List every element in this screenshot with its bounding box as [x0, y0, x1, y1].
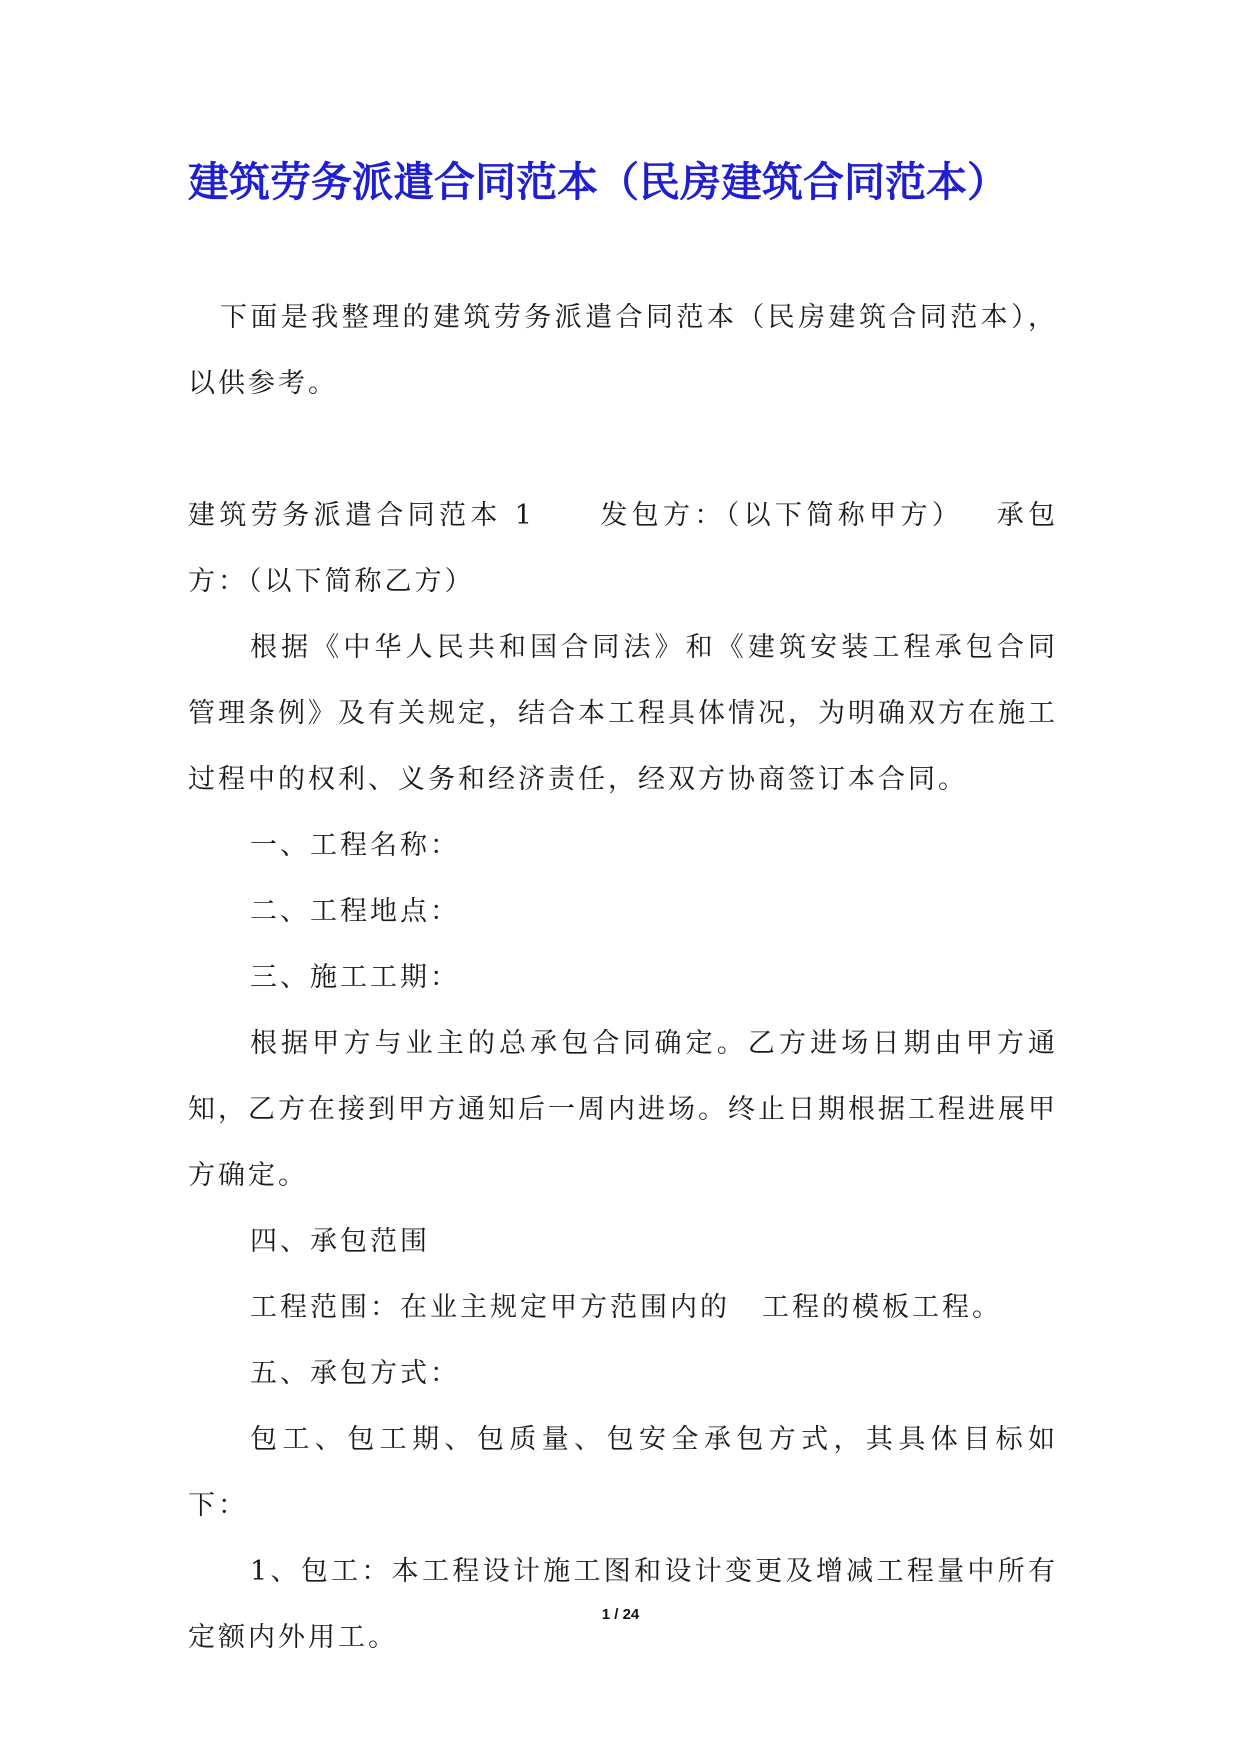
item-scope: 四、承包范围: [250, 1226, 430, 1257]
labor-paragraph: 1、包工：本工程设计施工图和设计变更及增减工程量中所有定额内外用工。: [188, 1556, 1058, 1653]
document-body: [188, 285, 1058, 1671]
item-project-location: 二、工程地点：: [250, 896, 460, 927]
section-heading: 建筑劳务派遣合同范本 1: [188, 500, 535, 531]
item-project-name: 一、工程名称：: [250, 830, 460, 861]
scope-prefix: 工程范围：在业主规定甲方范围内的: [250, 1292, 730, 1323]
page-number: 1 / 24: [601, 1606, 640, 1623]
item-construction-period: 三、施工工期：: [250, 962, 460, 993]
scope-paragraph: [188, 1275, 1058, 1341]
document-title: 建筑劳务派遣合同范本（民房建筑合同范本）: [188, 158, 1008, 206]
paragraph-spacer: [188, 417, 1058, 483]
item-contract-method: 五、承包方式：: [250, 1358, 460, 1389]
method-paragraph: 包工、包工期、包质量、包安全承包方式，其具体目标如下：: [188, 1424, 1058, 1521]
subcontractor-party: 承包方：（以下简称乙方）: [188, 500, 1059, 597]
section-heading-paragraph: [188, 483, 1058, 615]
contractor-party: 发包方：（以下简称甲方）: [598, 500, 964, 531]
intro-paragraph: 下面是我整理的建筑劳务派遣合同范本（民房建筑合同范本），以供参考。: [188, 302, 1058, 399]
scope-suffix: 工程的模板工程。: [762, 1292, 1002, 1323]
basis-paragraph: 根据《中华人民共和国合同法》和《建筑安装工程承包合同管理条例》及有关规定，结合本工程具体情况，为明确双方在施工过程中的权利、义务和经济责任，经双方协商签订本合同。: [188, 632, 1058, 795]
schedule-paragraph: 根据甲方与业主的总承包合同确定。乙方进场日期由甲方通知，乙方在接到甲方通知后一周内进场。终止日期根据工程进展甲方确定。: [188, 1028, 1058, 1191]
